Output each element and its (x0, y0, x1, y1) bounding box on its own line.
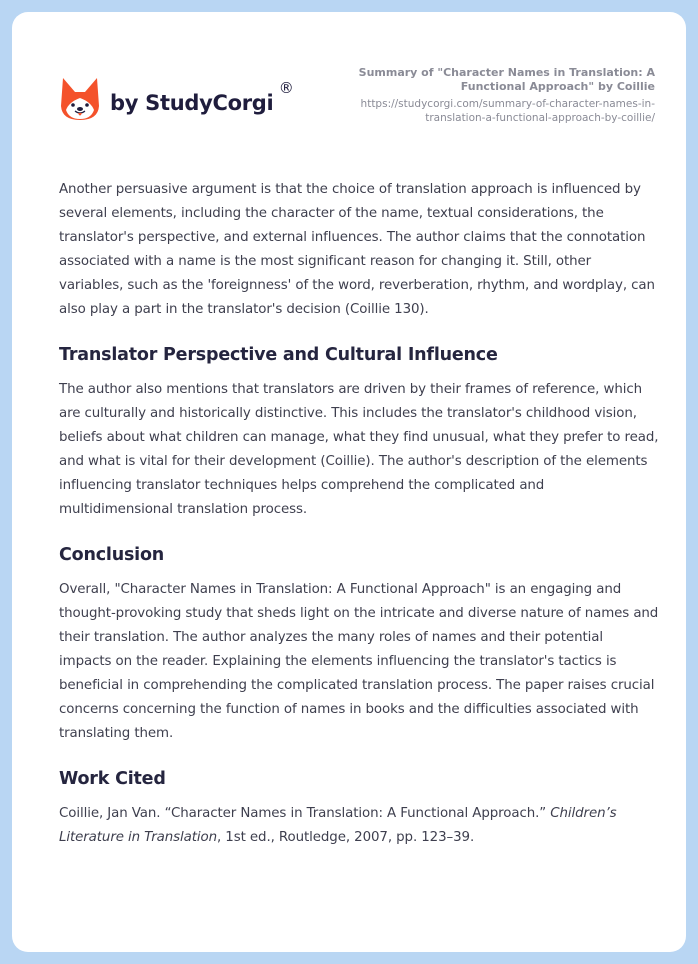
citation-author-title: Coillie, Jan Van. “Character Names in Translation: A Functional Approach.” (59, 806, 551, 821)
intro-paragraph: Another persuasive argument is that the choice of translation approach is influenced by several elements, including the character of the name, textual considerations, the translator's perspective, and external influences. The author claims that the connotation associated with a name is the most significant reason for changing it. Still, other variables, such as the 'foreignness' of the word, reverberation, rhythm, and wordplay, can also play a part in the translator's decision (Coillie 130). (59, 182, 655, 317)
section-paragraph-conclusion: Overall, "Character Names in Translation: A Functional Approach" is an engaging and thought-provoking study that sheds light on the intricate and diverse nature of names and their translation. The author analyzes the many roles of names and their potential impacts on the reader. Explaining the elements influencing the translator's tactics is beneficial in comprehending the complicated translation process. The paper raises crucial concerns concerning the function of names in books and the difficulties associated with translating them. (59, 582, 659, 741)
brand-text: by StudyCorgi (110, 91, 274, 115)
corgi-logo-icon (60, 76, 100, 122)
summary-title: Summary of "Character Names in Translation: A Functional Approach" by Coillie (358, 66, 655, 93)
citation-publication-info: , 1st ed., Routledge, 2007, pp. 123–39. (216, 830, 475, 845)
section-heading-work-cited: Work Cited (59, 769, 166, 789)
registered-mark: ® (278, 79, 294, 97)
citation-book-title: Children’s Literature in Translation (59, 806, 617, 845)
document-meta (335, 66, 655, 125)
document-header (12, 12, 686, 152)
studycorgi-logo[interactable] (60, 76, 294, 122)
section-heading-translator-perspective: Translator Perspective and Cultural Influence (59, 345, 498, 365)
section-heading-conclusion: Conclusion (59, 545, 165, 565)
brand-name (110, 79, 294, 115)
document-body (59, 178, 659, 850)
document-card (12, 12, 686, 952)
citation-entry (59, 802, 659, 850)
section-paragraph-translator-perspective: The author also mentions that translators are driven by their frames of reference, which are culturally and historically distinctive. This includes the translator's childhood vision, beliefs about what children can manage, what they find unusual, what they prefer to read, and what is vital for their development (Coillie). The author's description of the elements influencing translator techniques helps comprehend the complicated and multidimensional translation process. (59, 382, 659, 517)
source-url[interactable]: https://studycorgi.com/summary-of-character-names-in-translation-a-functional-approach-by-coillie/ (360, 98, 655, 124)
